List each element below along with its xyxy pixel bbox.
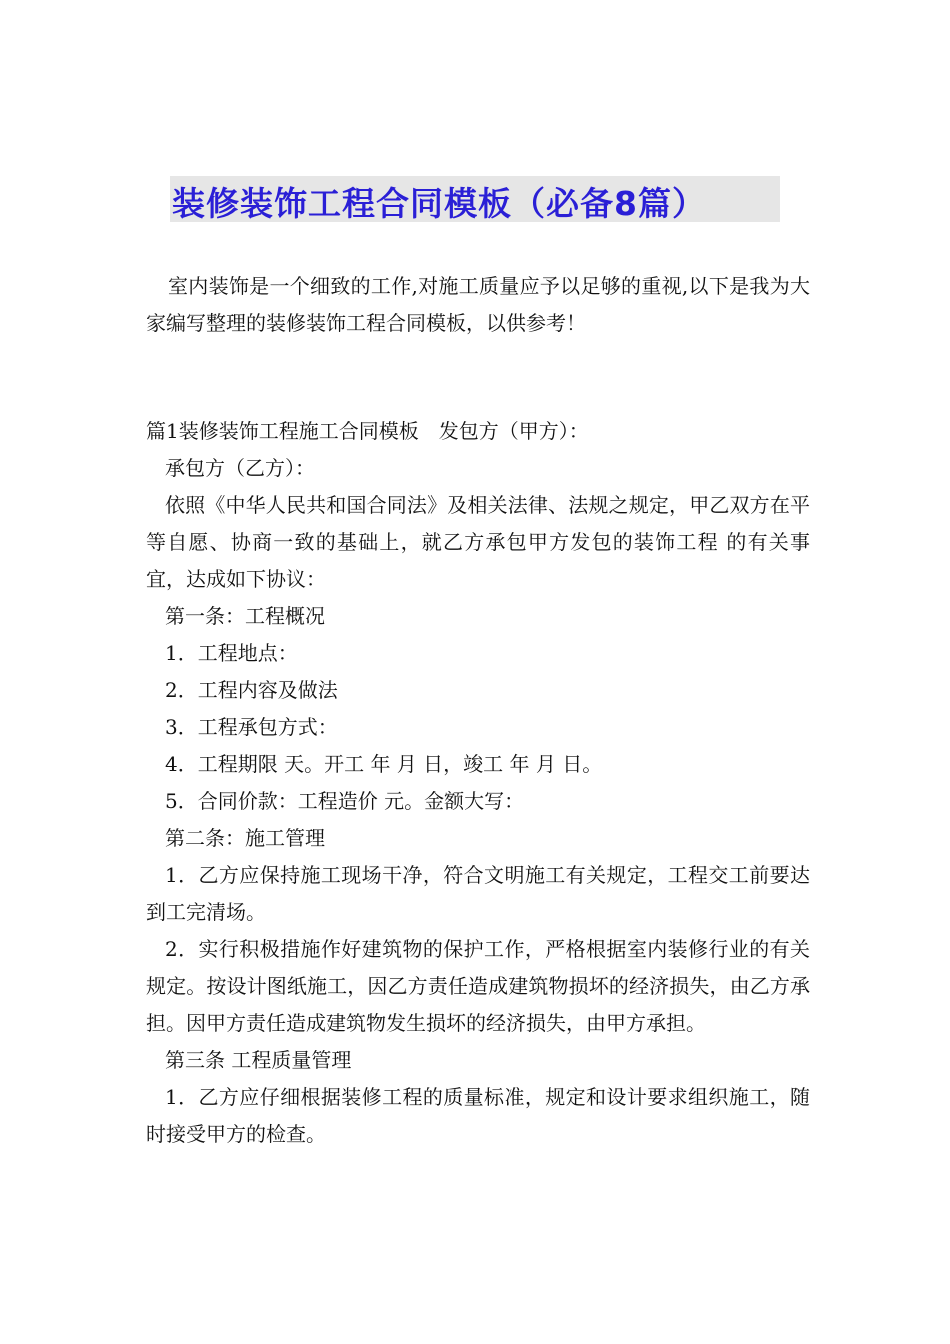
paragraph: 4．工程期限 天。开工 年 月 日，竣工 年 月 日。 (165, 752, 603, 776)
paragraph: 5．合同价款：工程造价 元。金额大写： (165, 789, 525, 813)
paragraph: 1．工程地点： (165, 641, 298, 665)
intro-paragraph: 室内装饰是一个细致的工作,对施工质量应予以足够的重视,以下是我为大家编写整理的装修装饰工程合同模板，以供参考！ (146, 274, 810, 335)
paragraph: 2．工程内容及做法 (165, 678, 338, 702)
paragraph: 承包方（乙方）： (165, 456, 315, 480)
paragraph: 篇1装修装饰工程施工合同模板 发包方（甲方）： (146, 419, 589, 443)
contract-body (146, 413, 810, 1153)
paragraph: 2．实行积极措施作好建筑物的保护工作，严格根据室内装修行业的有关规定。按设计图纸施工，因乙方责任造成建筑物损坏的经济损失，由乙方承担。因甲方责任造成建筑物发生损坏的经济损失，由甲方承担。 (146, 937, 810, 1035)
paragraph: 1．乙方应仔细根据装修工程的质量标准，规定和设计要求组织施工，随时接受甲方的检查。 (146, 1085, 810, 1146)
paragraph: 第三条 工程质量管理 (165, 1048, 352, 1072)
document-title: 装修装饰工程合同模板（必备8篇） (172, 184, 706, 223)
paragraph: 第二条：施工管理 (165, 826, 325, 850)
paragraph: 依照《中华人民共和国合同法》及相关法律、法规之规定，甲乙双方在平等自愿、协商一致的基础上，就乙方承包甲方发包的装饰工程 的有关事宜，达成如下协议： (146, 493, 810, 591)
paragraph: 3．工程承包方式： (165, 715, 338, 739)
paragraph: 1．乙方应保持施工现场干净，符合文明施工有关规定，工程交工前要达到工完清场。 (146, 863, 810, 924)
paragraph: 第一条：工程概况 (165, 604, 325, 628)
